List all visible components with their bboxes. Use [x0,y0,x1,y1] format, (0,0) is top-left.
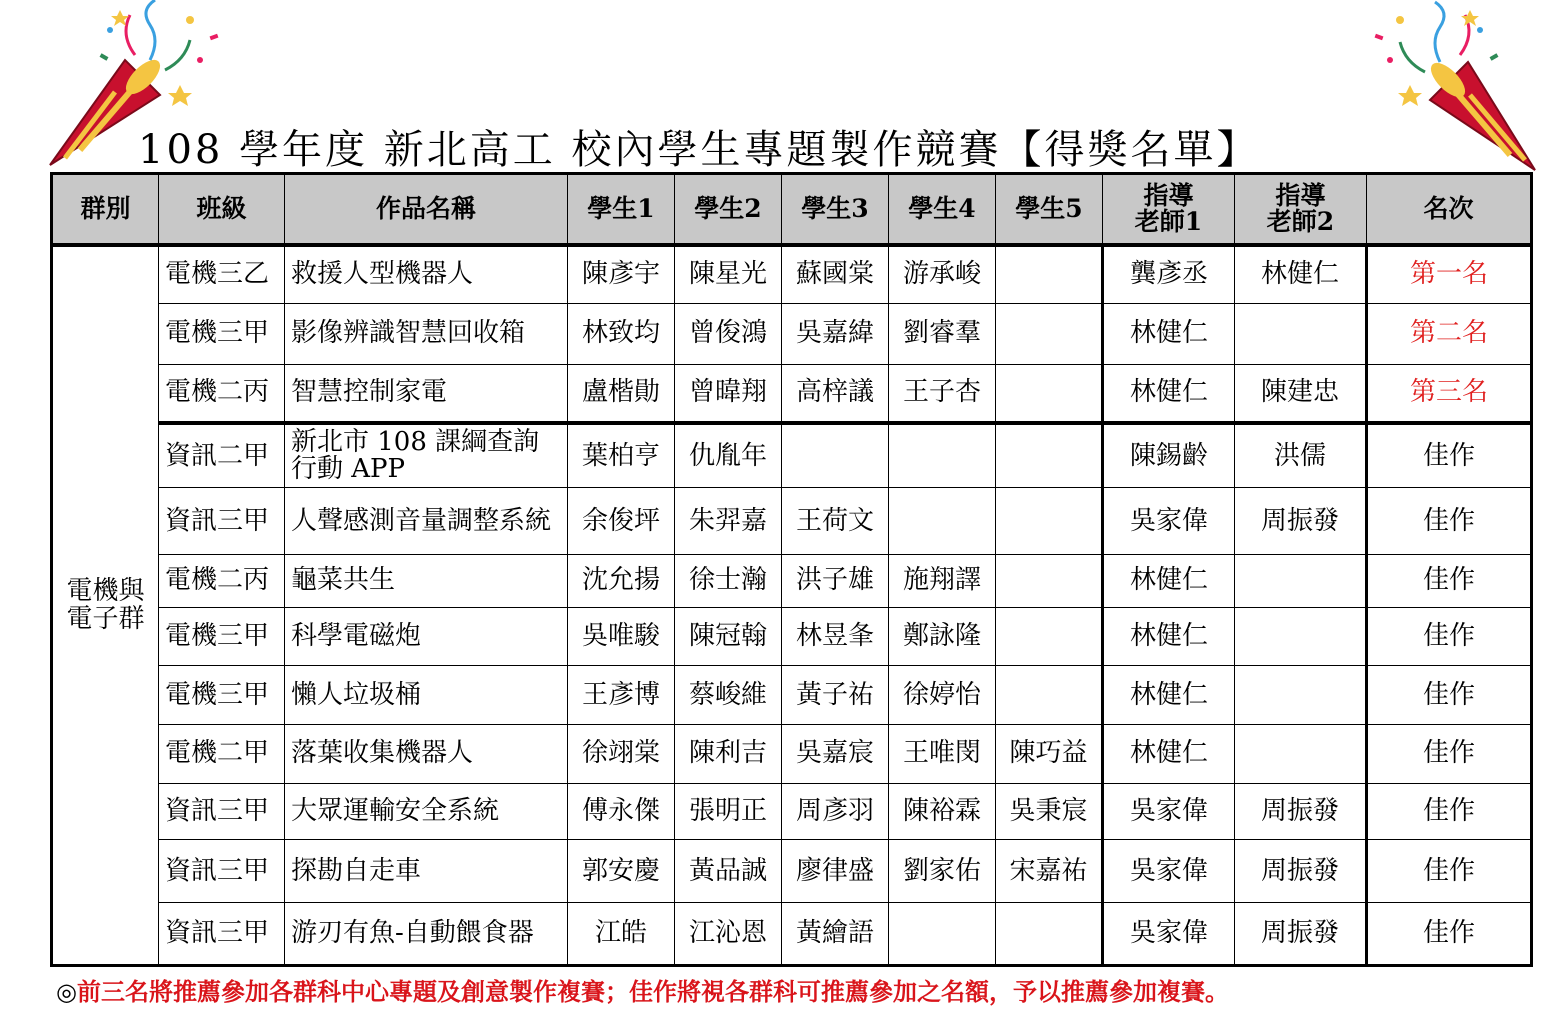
footnote [56,972,1229,1007]
student-1-cell: 陳彥宇 [568,245,675,304]
work-cell: 探勘自走車 [285,840,568,903]
student-2-cell: 曾暐翔 [675,364,782,423]
student-3-cell: 蘇國棠 [782,245,889,304]
rank-cell: 佳作 [1367,666,1532,725]
rank-cell: 佳作 [1367,423,1532,488]
student-5-cell [996,304,1103,365]
student-5-cell [996,903,1103,966]
class-cell: 資訊三甲 [159,783,285,840]
student-3-cell: 王荷文 [782,488,889,555]
student-4-cell [889,423,996,488]
student-2-cell: 陳冠翰 [675,607,782,666]
student-5-cell [996,423,1103,488]
student-5-cell: 陳巧益 [996,725,1103,784]
header-teacher-2 [1235,174,1367,246]
teacher-2-cell [1235,607,1367,666]
header-class: 班級 [159,174,285,246]
student-2-cell: 陳利吉 [675,725,782,784]
student-3-cell: 林昱夆 [782,607,889,666]
header-teacher-2-line1: 指導 [1275,180,1326,210]
header-rank: 名次 [1367,174,1532,246]
work-cell: 大眾運輸安全系統 [285,783,568,840]
table-row [52,783,1532,840]
table-row [52,903,1532,966]
student-1-cell: 徐翊棠 [568,725,675,784]
rank-cell: 第三名 [1367,364,1532,423]
student-4-cell: 王唯閔 [889,725,996,784]
table-row [52,840,1532,903]
student-1-cell: 林致均 [568,304,675,365]
page-title: 108 學年度 新北高工 校內學生專題製作競賽【得獎名單】 [138,127,1260,173]
student-4-cell: 游承峻 [889,245,996,304]
student-4-cell: 施翔譯 [889,555,996,608]
teacher-1-cell: 吳家偉 [1103,903,1235,966]
student-3-cell: 黃子祐 [782,666,889,725]
table-row [52,245,1532,304]
student-2-cell: 黃品誠 [675,840,782,903]
student-5-cell [996,555,1103,608]
class-cell: 電機二丙 [159,364,285,423]
student-2-cell: 徐士瀚 [675,555,782,608]
table-row [52,607,1532,666]
teacher-2-cell: 周振發 [1235,903,1367,966]
student-1-cell: 吳唯駿 [568,607,675,666]
rank-cell: 佳作 [1367,903,1532,966]
student-3-cell: 洪子雄 [782,555,889,608]
teacher-1-cell: 林健仁 [1103,725,1235,784]
student-4-cell: 王子杏 [889,364,996,423]
rank-cell: 第二名 [1367,304,1532,365]
class-cell: 電機三乙 [159,245,285,304]
student-2-cell: 仇胤年 [675,423,782,488]
student-1-cell: 江皓 [568,903,675,966]
teacher-1-cell: 林健仁 [1103,555,1235,608]
student-5-cell [996,666,1103,725]
teacher-1-cell: 吳家偉 [1103,783,1235,840]
student-5-cell: 吳秉宸 [996,783,1103,840]
rank-cell: 佳作 [1367,555,1532,608]
student-5-cell [996,488,1103,555]
group-label-line1: 電機與 [66,576,145,607]
work-cell: 落葉收集機器人 [285,725,568,784]
teacher-2-cell: 陳建忠 [1235,364,1367,423]
teacher-2-cell: 周振發 [1235,783,1367,840]
class-cell: 電機三甲 [159,304,285,365]
header-student-1: 學生1 [568,174,675,246]
header-teacher-1-line2: 老師1 [1134,207,1203,236]
class-cell: 電機三甲 [159,607,285,666]
party-popper-right-icon [1350,0,1550,175]
rank-cell: 佳作 [1367,840,1532,903]
header-teacher-1-line1: 指導 [1143,180,1194,210]
teacher-2-cell [1235,666,1367,725]
student-3-cell: 吳嘉緯 [782,304,889,365]
work-cell: 游刃有魚-自動餵食器 [285,903,568,966]
table-row [52,555,1532,608]
teacher-2-cell: 周振發 [1235,840,1367,903]
student-1-cell: 葉柏亨 [568,423,675,488]
student-4-cell [889,903,996,966]
student-4-cell: 鄭詠隆 [889,607,996,666]
work-cell: 新北市 108 課綱查詢行動 APP [285,423,568,488]
header-student-5: 學生5 [996,174,1103,246]
awards-table [50,172,1533,967]
student-2-cell: 曾俊鴻 [675,304,782,365]
student-5-cell [996,364,1103,423]
class-cell: 電機二甲 [159,725,285,784]
student-3-cell: 吳嘉宸 [782,725,889,784]
student-4-cell: 劉睿羣 [889,304,996,365]
class-cell: 電機三甲 [159,666,285,725]
teacher-1-cell: 吳家偉 [1103,488,1235,555]
class-cell: 資訊三甲 [159,903,285,966]
header-teacher-2-line2: 老師2 [1266,207,1335,236]
student-3-cell: 廖律盛 [782,840,889,903]
student-3-cell: 高梓議 [782,364,889,423]
student-2-cell: 張明正 [675,783,782,840]
header-teacher-1 [1103,174,1235,246]
student-5-cell [996,245,1103,304]
rank-cell: 佳作 [1367,488,1532,555]
work-cell: 懶人垃圾桶 [285,666,568,725]
teacher-1-cell: 林健仁 [1103,364,1235,423]
student-2-cell: 朱羿嘉 [675,488,782,555]
student-4-cell: 徐婷怡 [889,666,996,725]
student-5-cell [996,607,1103,666]
student-2-cell: 蔡峻維 [675,666,782,725]
student-3-cell [782,423,889,488]
class-cell: 資訊三甲 [159,840,285,903]
footnote-mark: ◎ [56,978,77,1006]
student-4-cell: 陳裕霖 [889,783,996,840]
header-student-4: 學生4 [889,174,996,246]
teacher-1-cell: 林健仁 [1103,666,1235,725]
teacher-2-cell: 洪儒 [1235,423,1367,488]
work-cell: 影像辨識智慧回收箱 [285,304,568,365]
student-1-cell: 沈允揚 [568,555,675,608]
group-label-line2: 電子群 [66,603,145,634]
header-student-2: 學生2 [675,174,782,246]
teacher-1-cell: 龔彥丞 [1103,245,1235,304]
teacher-2-cell [1235,304,1367,365]
student-2-cell: 江沁恩 [675,903,782,966]
teacher-2-cell [1235,725,1367,784]
table-row [52,364,1532,423]
student-5-cell: 宋嘉祐 [996,840,1103,903]
rank-cell: 佳作 [1367,725,1532,784]
footnote-text: 前三名將推薦參加各群科中心專題及創意製作複賽；佳作將視各群科可推薦參加之名額，予以推薦參加複賽。 [76,977,1229,1006]
table-row [52,423,1532,488]
student-1-cell: 盧楷勛 [568,364,675,423]
student-2-cell: 陳星光 [675,245,782,304]
rank-cell: 第一名 [1367,245,1532,304]
rank-cell: 佳作 [1367,783,1532,840]
student-4-cell [889,488,996,555]
header-row [52,174,1532,246]
student-4-cell: 劉家佑 [889,840,996,903]
class-cell: 資訊三甲 [159,488,285,555]
student-3-cell: 黃繪語 [782,903,889,966]
work-cell: 救援人型機器人 [285,245,568,304]
header-work: 作品名稱 [285,174,568,246]
work-cell: 人聲感測音量調整系統 [285,488,568,555]
table-row [52,304,1532,365]
student-1-cell: 郭安慶 [568,840,675,903]
group-cell [52,245,159,966]
teacher-1-cell: 陳錫齡 [1103,423,1235,488]
student-1-cell: 余俊坪 [568,488,675,555]
header-student-3: 學生3 [782,174,889,246]
rank-cell: 佳作 [1367,607,1532,666]
table-row [52,488,1532,555]
student-1-cell: 王彥博 [568,666,675,725]
teacher-2-cell: 林健仁 [1235,245,1367,304]
teacher-2-cell: 周振發 [1235,488,1367,555]
teacher-1-cell: 林健仁 [1103,304,1235,365]
student-1-cell: 傅永傑 [568,783,675,840]
work-cell: 龜菜共生 [285,555,568,608]
class-cell: 資訊二甲 [159,423,285,488]
table-row [52,725,1532,784]
teacher-2-cell [1235,555,1367,608]
work-cell: 智慧控制家電 [285,364,568,423]
header-group: 群別 [52,174,159,246]
class-cell: 電機二丙 [159,555,285,608]
teacher-1-cell: 吳家偉 [1103,840,1235,903]
teacher-1-cell: 林健仁 [1103,607,1235,666]
student-3-cell: 周彥羽 [782,783,889,840]
work-cell: 科學電磁炮 [285,607,568,666]
table-row [52,666,1532,725]
